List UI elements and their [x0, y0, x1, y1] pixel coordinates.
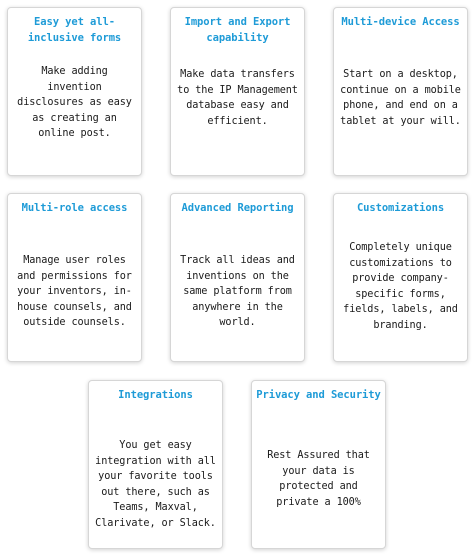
card-description: Rest Assured that your data is protected and private a 100% — [267, 450, 370, 508]
card-title: Easy yet all-inclusive forms — [27, 16, 122, 44]
feature-card-advanced-reporting — [170, 193, 305, 362]
card-title: Import and Export capability — [184, 16, 291, 44]
card-title: Multi-device Access — [341, 16, 460, 28]
feature-card-customizations — [333, 193, 468, 362]
feature-card-privacy-security — [251, 380, 386, 549]
card-description: Make data transfers to the IP Management database easy and efficient. — [177, 69, 298, 127]
card-description: You get easy integration with all your favorite tools out there, such as Teams, Maxval, Clarivate, or Slack. — [95, 440, 216, 529]
card-description: Manage user roles and permissions for your inventors, in-house counsels, and outside counsels. — [17, 255, 132, 328]
feature-card-integrations — [88, 380, 223, 549]
card-title: Privacy and Security — [256, 389, 381, 401]
feature-card-multi-role — [7, 193, 142, 362]
feature-card-import-export — [170, 7, 305, 176]
card-description: Completely unique customizations to provide company-specific forms, fields, labels, and branding. — [343, 242, 458, 331]
card-description: Track all ideas and inventions on the same platform from anywhere in the world. — [180, 255, 295, 328]
card-description: Make adding invention disclosures as easy as creating an online post. — [17, 66, 132, 139]
feature-card-easy-forms — [7, 7, 142, 176]
card-title: Advanced Reporting — [181, 202, 294, 214]
card-description: Start on a desktop, continue on a mobile phone, and end on a tablet at your will. — [340, 69, 461, 127]
feature-card-multi-device — [333, 7, 468, 176]
card-title: Multi-role access — [21, 202, 128, 214]
card-title: Customizations — [356, 202, 445, 214]
card-title: Integrations — [118, 389, 193, 401]
